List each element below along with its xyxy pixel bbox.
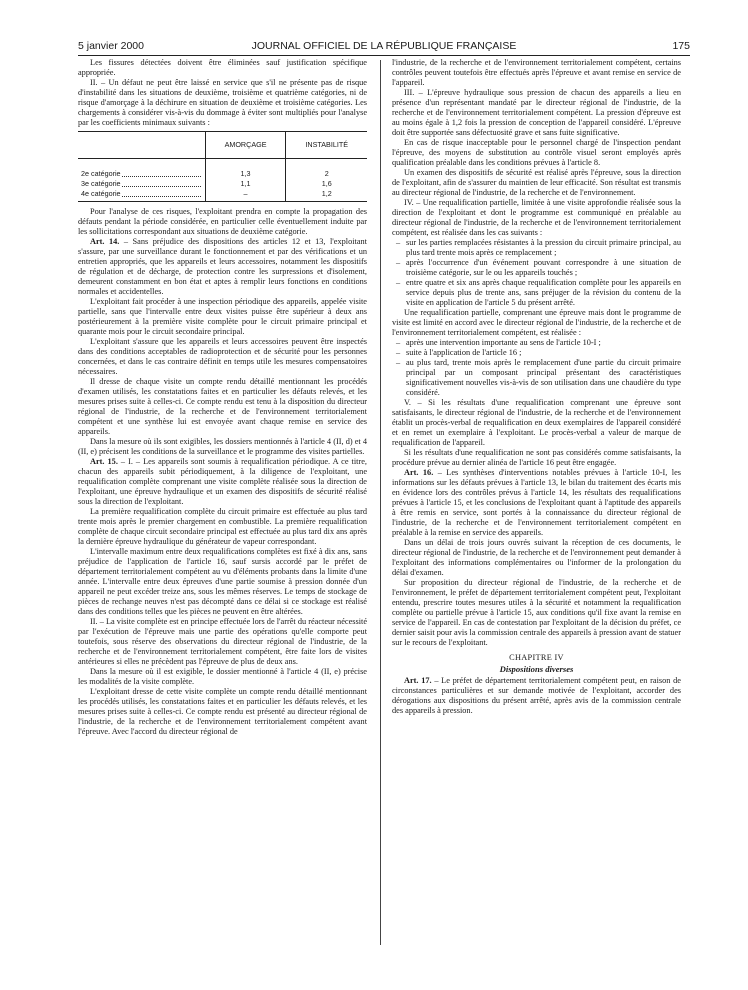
paragraph: V. – Si les résultats d'une requalification comprenant une épreuve sont satisfaisants, le directeur régional de l'industrie, de la recherche et de l'environnement établit un procès-verbal de requalification en deux exemplaires de l'appareil considéré et en remet un exemplaire à l'exploitant. Le procès-verbal a valeur de marque de requalification de l'appareil. bbox=[392, 398, 681, 447]
article-label: Art. 17. bbox=[404, 676, 432, 685]
article-label: Art. 14. bbox=[90, 237, 120, 246]
paragraph: Il dresse de chaque visite un compte rendu détaillé mentionnant les procédés d'examen utilisés, les constatations faites et en particulier les défauts relevés, et les mesures prises suite à celles-ci. Ce compte rendu est tenu à la disposition du directeur régional de l'industrie, de la recherche et de l'environnement territorialement compétent et une synthèse lui est envoyée avant chaque remise en service des appareils. bbox=[78, 377, 367, 436]
row-label: 4e catégorie bbox=[81, 189, 121, 198]
row-amorcage: 1,1 bbox=[205, 179, 286, 189]
coefficients-table bbox=[78, 131, 367, 202]
paragraph: En cas de risque inacceptable pour le personnel chargé de l'inspection pendant l'épreuve, des moyens de substitution au contrôle visuel seront employés après qualification préalable dans les conditions prévues à l'article 8. bbox=[392, 138, 681, 167]
table-row bbox=[78, 159, 367, 180]
chapter-heading: CHAPITRE IV bbox=[509, 653, 564, 662]
list-item: – au plus tard, trente mois après le remplacement d'une partie du circuit primaire principal par un composant principal présentant des caractéristiques significativement nouvelles vis-à-vis de son utilisation dans une chaudière du type considéré. bbox=[406, 358, 681, 398]
paragraph: Sur proposition du directeur régional de l'industrie, de la recherche et de l'environnement, le préfet de département territorialement compétent peut, l'exploitant entendu, prescrire toutes mesures utiles à la sécurité et notamment la requalification complète ou partielle prévue à l'article 15, aux conditions qu'il fixe avant la remise en service de l'appareil. En cas de contestation par l'exploitant de la décision du préfet, ce dernier saisit pour avis la commission centrale des appareils à pression avant de statuer sur le recours de l'exploitant. bbox=[392, 578, 681, 647]
row-instabilite: 1,6 bbox=[286, 179, 367, 189]
article-17: Art. 17. – Le préfet de département territorialement compétent peut, en raison de circonstances particulières et sur demande motivée de l'exploitant, accorder des dérogations aux dispositions du présent arrêté, après avis de la commission centrale des appareils à pression. bbox=[392, 676, 681, 715]
article-14: Art. 14. – Sans préjudice des dispositions des articles 12 et 13, l'exploitant s'assure, par une surveillance durant le fonctionnement et par des vérifications et un entretien appropriés, que les appareils et leurs accessoires, notamment les dispositifs de régulation et de décharge, de protection contre les surpressions et d'isolement, demeurent constamment en bon état et aptes à remplir leurs fonctions en conditions normales et accidentelles. bbox=[78, 237, 367, 296]
list-item: – entre quatre et six ans après chaque requalification complète pour les appareils en service depuis plus de trente ans, sans préjuger de la révision du contenu de la visite en application de l'article 5 du présent arrêté. bbox=[406, 278, 681, 308]
table-header-amorcage: AMORÇAGE bbox=[205, 132, 286, 159]
list-item: – après une intervention importante au sens de l'article 10-I ; bbox=[406, 338, 681, 348]
left-column bbox=[78, 58, 367, 958]
paragraph: Si les résultats d'une requalification ne sont pas considérés comme satisfaisants, la procédure prévue au dernier alinéa de l'article 16 peut être engagée. bbox=[392, 448, 681, 467]
row-amorcage: – bbox=[205, 189, 286, 202]
article-label: Art. 16. bbox=[404, 468, 434, 477]
paragraph: II. – Un défaut ne peut être laissé en service que s'il ne présente pas de risque d'instabilité dans les situations de deuxième, troisième et quatrième catégories, ni de risque d'amorçage à la déchirure en situation de deuxième et troisième catégories. Les chargements à considérer vis-à-vis du dommage à éviter sont multipliés pour l'analyse par les coefficients minimaux suivants : bbox=[78, 78, 367, 127]
table-header-row bbox=[78, 132, 367, 159]
table-row bbox=[78, 179, 367, 189]
table-header-empty bbox=[78, 132, 205, 159]
paragraph: L'exploitant s'assure que les appareils et leurs accessoires peuvent être inspectés dans des conditions acceptables de radioprotection et de sécurité pour les personnes concernées, et dans le cas contraire définit en temps utile les mesures compensatoires nécessaires. bbox=[78, 337, 367, 376]
cases-list bbox=[392, 338, 681, 398]
row-amorcage: 1,3 bbox=[205, 159, 286, 180]
paragraph: L'intervalle maximum entre deux requalifications complètes est fixé à dix ans, sans préjudice de l'application de l'article 16, sauf sursis accordé par le préfet de département territorialement compétent au vu d'éléments probants dans la limite d'une année. L'intervalle entre deux épreuves d'une partie soumise à pression donnée d'un appareil ne peut excéder treize ans, sous les mêmes réserves. Le temps de stockage de pièces de rechange neuves n'est pas décompté dans ce délai si ce stockage est réalisé dans des conditions telles que les pièces ne peuvent en être altérées. bbox=[78, 547, 367, 616]
paragraph: La première requalification complète du circuit primaire est effectuée au plus tard trente mois après le premier chargement en combustible. La première requalification complète de chaque circuit secondaire principal est effectuée au plus tard dix ans après la dernière épreuve hydraulique du générateur de vapeur correspondant. bbox=[78, 507, 367, 546]
article-16: Art. 16. – Les synthèses d'interventions notables prévues à l'article 10-I, les informations sur les défauts prévues à l'article 13, le bilan du traitement des écarts mis en évidence lors des contrôles prévus à l'article 14, les résultats des requalifications prévues à l'article 15, et les conclusions de l'exploitant quant à l'aptitude des appareils à être remis en service, sont portés à la connaissance du directeur régional de l'industrie, de la recherche et de l'environnement territorialement compétent en préalable à la remise en service des appareils. bbox=[392, 468, 681, 537]
paragraph: Pour l'analyse de ces risques, l'exploitant prendra en compte la propagation des défauts pendant la période considérée, en particulier celle éventuellement induite par les sollicitations correspondant aux situations de deuxième catégorie. bbox=[78, 207, 367, 236]
paragraph: Une requalification partielle, comprenant une épreuve mais dont le programme de visite est limité en accord avec le directeur régional de l'industrie, de la recherche et de l'environnement territorialement compétent, est réalisée : bbox=[392, 308, 681, 337]
header-page-number: 175 bbox=[672, 40, 690, 52]
paragraph: II. – La visite complète est en principe effectuée lors de l'arrêt du réacteur nécessité par l'exécution de l'épreuve mais une partie des opérations qu'elle comporte peut toutefois, sous réserve des observations du directeur régional de l'industrie, de la recherche et de l'environnement territorialement compétent, être faite lors de visites antérieures si elles ne précèdent pas l'épreuve de plus de deux ans. bbox=[78, 617, 367, 666]
row-label: 3e catégorie bbox=[81, 179, 121, 188]
paragraph: l'industrie, de la recherche et de l'environnement territorialement compétent, certains contrôles peuvent toutefois être effectués après l'épreuve et avant remise en service de l'appareil. bbox=[392, 58, 681, 87]
table-header-instabilite: INSTABILITÉ bbox=[286, 132, 367, 159]
paragraph: Dans la mesure où ils sont exigibles, les dossiers mentionnés à l'article 4 (II, d) et 4 (II, e) précisent les conditions de la surveillance et le programme des visites partielles. bbox=[78, 437, 367, 456]
article-label: Art. 15. bbox=[90, 457, 118, 466]
row-label: 2e catégorie bbox=[81, 169, 121, 178]
paragraph: L'exploitant dresse de cette visite complète un compte rendu détaillé mentionnant les procédés utilisés, les constatations faites et en particulier les défauts relevés, et les mesures prises suite à celles-ci. Ce compte rendu est présenté au directeur régional de l'industrie, de la recherche et de l'environnement territorialement compétent avant l'épreuve. Avec l'accord du directeur régional de bbox=[78, 687, 367, 736]
list-item: – après l'occurrence d'un événement pouvant correspondre à une situation de troisième catégorie, sur le ou les appareils touchés ; bbox=[406, 258, 681, 278]
paragraph: Dans la mesure où il est exigible, le dossier mentionné à l'article 4 (II, e) précise les modalités de la visite complète. bbox=[78, 667, 367, 686]
paragraph: Les fissures détectées doivent être éliminées sauf justification spécifique appropriée. bbox=[78, 58, 367, 77]
page-header bbox=[78, 40, 690, 54]
header-date: 5 janvier 2000 bbox=[78, 40, 144, 52]
row-instabilite: 2 bbox=[286, 159, 367, 180]
cases-list bbox=[392, 238, 681, 308]
paragraph: IV. – Une requalification partielle, limitée à une visite approfondie réalisée sous la direction de l'exploitant et dont le programme est communiqué en préalable au directeur régional de l'industrie, de la recherche et de l'environnement territorialement compétent, est réalisée dans les cas suivants : bbox=[392, 198, 681, 237]
chapter-title: Dispositions diverses bbox=[499, 664, 574, 674]
paragraph: L'exploitant fait procéder à une inspection périodique des appareils, appelée visite partielle, sans que l'intervalle entre deux visites puisse être supérieur à deux ans postérieurement à la première visite complète pour le circuit primaire principal et quarante mois pour le circuit secondaire principal. bbox=[78, 297, 367, 336]
column-separator bbox=[380, 60, 381, 945]
paragraph: Un examen des dispositifs de sécurité est réalisé après l'épreuve, sous la direction de l'exploitant, afin de s'assurer du maintien de leur efficacité. Son résultat est transmis au directeur régional de l'industrie, de la recherche et de l'environnement. bbox=[392, 168, 681, 197]
right-column bbox=[392, 58, 681, 958]
list-item: – suite à l'application de l'article 16 ; bbox=[406, 348, 681, 358]
paragraph: III. – L'épreuve hydraulique sous pression de chacun des appareils a lieu en présence d'un représentant mandaté par le directeur régional de l'industrie, de la recherche et de l'environnement territorialement compétent. La pression d'épreuve est au moins égale à 1,2 fois la pression de conception de l'appareil considéré. L'épreuve doit être supportée sans défectuosité grave et sans fuite significative. bbox=[392, 88, 681, 137]
header-title: JOURNAL OFFICIEL DE LA RÉPUBLIQUE FRANÇAISE bbox=[251, 40, 517, 52]
paragraph: Dans un délai de trois jours ouvrés suivant la réception de ces documents, le directeur régional de l'industrie, de la recherche et de l'environnement peut demander à l'exploitant des informations complémentaires ou l'informer de la prolongation du délai d'examen. bbox=[392, 538, 681, 577]
list-item: – sur les parties remplacées résistantes à la pression du circuit primaire principal, au plus tard trente mois après ce remplacement ; bbox=[406, 238, 681, 258]
article-15: Art. 15. – I. – Les appareils sont soumis à requalification périodique. A ce titre, chacun des appareils subit périodiquement, à la diligence de l'exploitant, une requalification complète comprenant une visite complète réalisée sous la direction de l'exploitant, une épreuve hydraulique et un examen des dispositifs de sécurité réalisé sous la direction de l'exploitant. bbox=[78, 457, 367, 506]
header-rule bbox=[78, 55, 690, 56]
table-row bbox=[78, 189, 367, 202]
row-instabilite: 1,2 bbox=[286, 189, 367, 202]
